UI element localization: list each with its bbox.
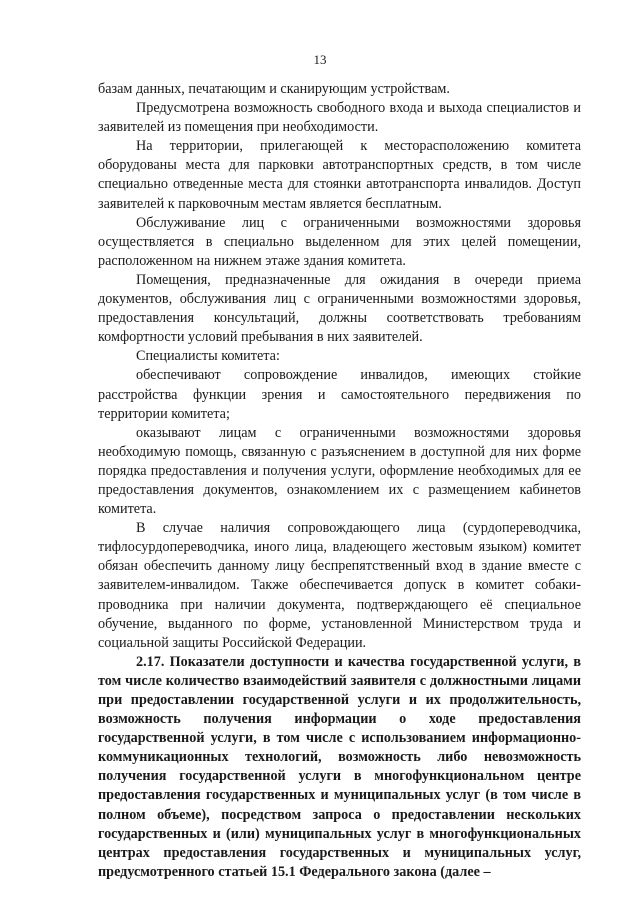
- body-paragraph: оказывают лицам с ограниченными возможностями здоровья необходимую помощь, связанную с разъяснением в доступной для них форме порядка предоставления и получения услуги, оформление необходимых для ее предоставления документов, ознакомлением их с размещением кабинетов комитета.: [98, 424, 581, 518]
- body-paragraph: обеспечивают сопровождение инвалидов, имеющих стойкие расстройства функции зрения и самостоятельного передвижения по территории комитета;: [98, 367, 581, 422]
- body-paragraph: Предусмотрена возможность свободного входа и выхода специалистов и заявителей из помещения при необходимости.: [98, 100, 581, 136]
- section-heading-paragraph: 2.17. Показатели доступности и качества государственной услуги, в том числе количество взаимодействий заявителя с должностными лицами при предоставлении государственной услуги и их продолжительность, возможность получения информации о ходе предоставления государственной услуги, в том числе с использованием информационно-коммуникационных технологий, возможность либо невозможность получения государственной услуги в многофункциональном центре предоставления государственных и муниципальных услуг (в том числе в полном объеме), посредством запроса о предоставлении нескольких государственных и (или) муниципальных услуг в многофункциональных центрах предоставления государственных и муниципальных услуг, предусмотренного статьей 15.1 Федерального закона (далее –: [98, 653, 581, 880]
- body-paragraph: базам данных, печатающим и сканирующим устройствам.: [98, 81, 450, 97]
- page-number: 13: [313, 52, 327, 67]
- body-paragraph: В случае наличия сопровождающего лица (сурдопереводчика, тифлосурдопереводчика, иного лица, владеющего жестовым языком) комитет обязан обеспечить данному лицу беспрепятственный вход в здание вместе с заявителем-инвалидом. Также обеспечивается допуск в комитет собаки-проводника при наличии документа, подтверждающего её специальное обучение, выданного по форме, установленной Министерством труда и социальной защиты Российской Федерации.: [98, 520, 581, 651]
- body-paragraph: На территории, прилегающей к месторасположению комитета оборудованы места для парковки автотранспортных средств, в том числе специально отведенные места для стоянки автотранспорта инвалидов. Доступ заявителей к парковочным местам является бесплатным.: [98, 138, 581, 212]
- document-body: [98, 80, 581, 882]
- body-paragraph: Обслуживание лиц с ограниченными возможностями здоровья осуществляется в специально выделенном для этих целей помещении, расположенном на нижнем этаже здания комитета.: [98, 214, 581, 269]
- body-paragraph: Специалисты комитета:: [136, 348, 280, 365]
- body-paragraph: Помещения, предназначенные для ожидания в очереди приема документов, обслуживания лиц с ограниченными возможностями здоровья, предоставления консультаций, должны соответствовать требованиям комфортности условий пребывания в них заявителей.: [98, 271, 581, 346]
